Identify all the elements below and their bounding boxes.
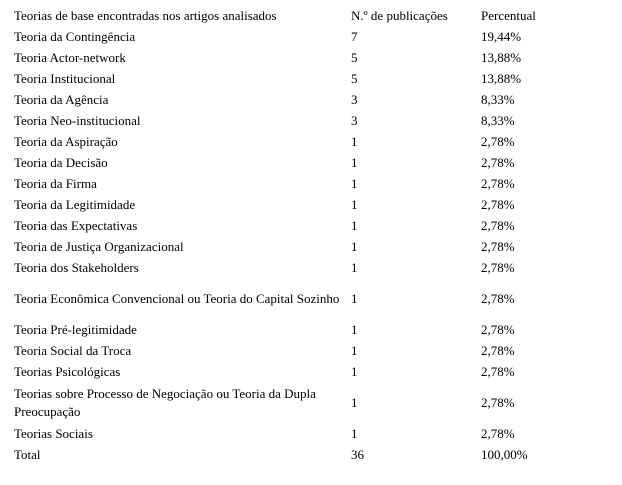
- theory-cell: Teoria das Expectativas: [14, 217, 138, 233]
- theory-cell: Teoria de Justiça Organizacional: [14, 238, 184, 254]
- theory-cell: Teoria da Legitimidade: [14, 196, 136, 212]
- theory-cell: Teoria Neo-institucional: [14, 112, 141, 128]
- theories-table: [10, 5, 597, 465]
- theory-cell: Teoria Institucional: [14, 70, 116, 86]
- header-theory: Teorias de base encontradas nos artigos analisados: [14, 7, 277, 23]
- count-cell: 1: [351, 321, 358, 337]
- theory-cell: Teoria da Decisão: [14, 154, 108, 170]
- table-row: [10, 257, 597, 278]
- table-row: [10, 110, 597, 131]
- total-percent: 100,00%: [481, 446, 528, 462]
- header-publications: N.º de publicações: [351, 7, 448, 23]
- theory-cell: Teoria Actor-network: [14, 49, 126, 65]
- theory-cell: Teorias Psicológicas: [14, 363, 121, 379]
- percent-cell: 2,78%: [481, 290, 515, 306]
- percent-cell: 2,78%: [481, 133, 515, 149]
- count-cell: 1: [351, 363, 358, 379]
- header-percent: Percentual: [481, 7, 536, 23]
- table-row: [10, 131, 597, 152]
- theory-cell: Teoria da Aspiração: [14, 133, 118, 149]
- count-cell: 5: [351, 70, 358, 86]
- table-row: [10, 340, 597, 361]
- table-row: [10, 152, 597, 173]
- theory-cell: Teoria da Agência: [14, 91, 109, 107]
- count-cell: 3: [351, 112, 358, 128]
- percent-cell: 2,78%: [481, 175, 515, 191]
- count-cell: 1: [351, 259, 358, 275]
- table-row: [10, 278, 597, 319]
- percent-cell: 2,78%: [481, 321, 515, 337]
- count-cell: 1: [351, 238, 358, 254]
- table-header-row: [10, 5, 597, 26]
- table-row: [10, 68, 597, 89]
- theory-cell: Teorias sobre Processo de Negociação ou Teoria da Dupla Preocupação: [14, 385, 316, 419]
- percent-cell: 8,33%: [481, 112, 515, 128]
- table-row: [10, 194, 597, 215]
- percent-cell: 13,88%: [481, 49, 522, 65]
- percent-cell: 2,78%: [481, 238, 515, 254]
- percent-cell: 8,33%: [481, 91, 515, 107]
- table-row: [10, 382, 597, 423]
- theory-cell: Teoria Social da Troca: [14, 342, 132, 358]
- table-row: [10, 26, 597, 47]
- theory-cell: Teoria da Firma: [14, 175, 97, 191]
- table-row: [10, 173, 597, 194]
- count-cell: 1: [351, 175, 358, 191]
- table-row: [10, 47, 597, 68]
- percent-cell: 19,44%: [481, 28, 522, 44]
- count-cell: 1: [351, 342, 358, 358]
- percent-cell: 2,78%: [481, 342, 515, 358]
- percent-cell: 2,78%: [481, 259, 515, 275]
- count-cell: 1: [351, 196, 358, 212]
- table-row: [10, 361, 597, 382]
- theory-cell: Teorias Sociais: [14, 425, 93, 441]
- count-cell: 1: [351, 394, 358, 410]
- count-cell: 7: [351, 28, 358, 44]
- percent-cell: 2,78%: [481, 217, 515, 233]
- table-row: [10, 236, 597, 257]
- table-row: [10, 423, 597, 444]
- percent-cell: 2,78%: [481, 363, 515, 379]
- total-label: Total: [14, 446, 41, 462]
- percent-cell: 13,88%: [481, 70, 522, 86]
- count-cell: 1: [351, 425, 358, 441]
- table-row: [10, 215, 597, 236]
- percent-cell: 2,78%: [481, 154, 515, 170]
- count-cell: 5: [351, 49, 358, 65]
- percent-cell: 2,78%: [481, 394, 515, 410]
- count-cell: 3: [351, 91, 358, 107]
- theory-cell: Teoria Econômica Convencional ou Teoria do Capital Sozinho: [14, 290, 340, 306]
- table-row: [10, 89, 597, 110]
- count-cell: 1: [351, 133, 358, 149]
- percent-cell: 2,78%: [481, 196, 515, 212]
- theory-cell: Teoria da Contingência: [14, 28, 136, 44]
- count-cell: 1: [351, 290, 358, 306]
- theory-cell: Teoria Pré-legitimidade: [14, 321, 137, 337]
- percent-cell: 2,78%: [481, 425, 515, 441]
- total-row: [10, 444, 597, 465]
- count-cell: 1: [351, 217, 358, 233]
- theory-cell: Teoria dos Stakeholders: [14, 259, 139, 275]
- table-row: [10, 319, 597, 340]
- count-cell: 1: [351, 154, 358, 170]
- total-count: 36: [351, 446, 364, 462]
